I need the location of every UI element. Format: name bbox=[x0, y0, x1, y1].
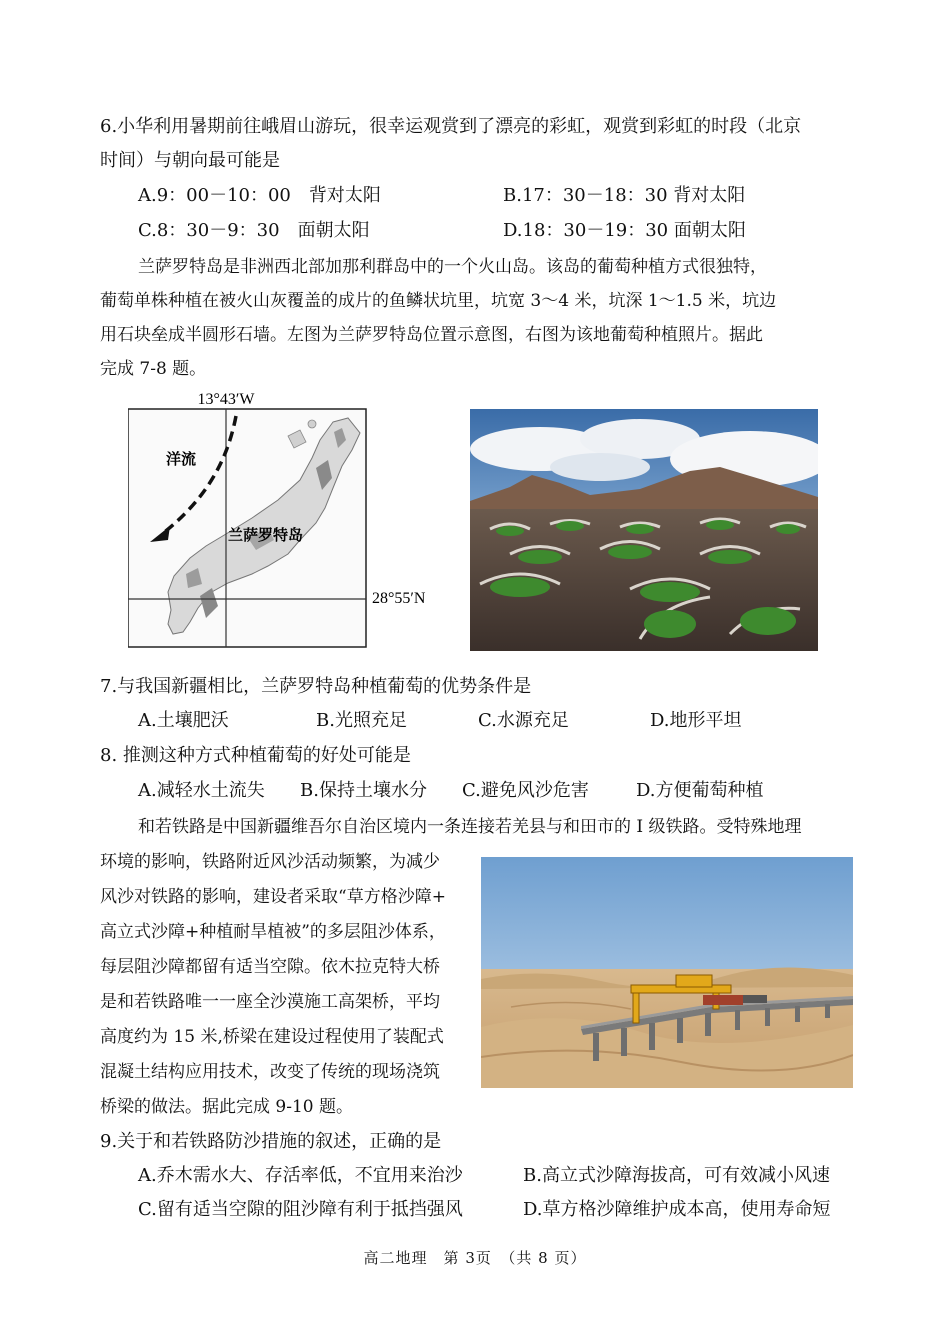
island-label: 兰萨罗特岛 bbox=[228, 526, 304, 544]
passage2-line4: 高立式沙障+种植耐旱植被”的多层阻沙体系， bbox=[100, 922, 446, 942]
q9-stem: 9.关于和若铁路防沙措施的叙述，正确的是 bbox=[100, 1131, 442, 1152]
q6-option-c: C.8：30－9：30 面朝太阳 bbox=[138, 220, 370, 241]
q6-option-b: B.17：30－18：30 背对太阳 bbox=[503, 185, 746, 206]
longitude-label: 13°43′W bbox=[197, 391, 255, 408]
passage1-line3: 用石块垒成半圆形石墙。左图为兰萨罗特岛位置示意图，右图为该地葡萄种植照片。据此 bbox=[100, 325, 763, 345]
passage1-line1: 兰萨罗特岛是非洲西北部加那利群岛中的一个火山岛。该岛的葡萄种植方式很独特， bbox=[138, 257, 767, 277]
q9-option-c: C.留有适当空隙的阻沙障有利于抵挡强风 bbox=[138, 1199, 463, 1220]
q8-option-a: A.减轻水土流失 bbox=[138, 780, 265, 801]
q8-option-b: B.保持土壤水分 bbox=[300, 780, 427, 801]
q7-option-d: D.地形平坦 bbox=[650, 710, 742, 731]
q8-stem: 8. 推测这种方式种植葡萄的好处可能是 bbox=[100, 745, 411, 766]
passage2-line8: 混凝土结构应用技术，改变了传统的现场浇筑 bbox=[100, 1062, 440, 1082]
passage1-line4: 完成 7-8 题。 bbox=[100, 359, 207, 379]
q6-option-d: D.18：30－19：30 面朝太阳 bbox=[503, 220, 746, 241]
passage1-line2: 葡萄单株种植在被火山灰覆盖的成片的鱼鳞状坑里，坑宽 3～4 米，坑深 1～1.5 米，坑边 bbox=[100, 291, 777, 311]
q6-stem-line1: 6.小华利用暑期前往峨眉山游玩，很幸运观赏到了漂亮的彩虹，观赏到彩虹的时段（北京 bbox=[100, 116, 802, 137]
q9-option-b: B.高立式沙障海拔高，可有效减小风速 bbox=[523, 1165, 830, 1186]
page-footer: 高二地理 第 3页 （共 8 页） bbox=[363, 1249, 587, 1267]
q6-option-a: A.9：00－10：00 背对太阳 bbox=[138, 185, 381, 206]
q9-option-d: D.草方格沙障维护成本高，使用寿命短 bbox=[523, 1199, 831, 1220]
q7-option-b: B.光照充足 bbox=[316, 710, 407, 731]
lanzarote-location-map bbox=[128, 388, 446, 650]
q8-option-c: C.避免风沙危害 bbox=[462, 780, 589, 801]
latitude-label: 28°55′N bbox=[372, 590, 426, 607]
vineyard-photo bbox=[470, 409, 818, 651]
q7-stem: 7.与我国新疆相比，兰萨罗特岛种植葡萄的优势条件是 bbox=[100, 676, 532, 697]
q6-stem-line2: 时间）与朝向最可能是 bbox=[100, 150, 280, 171]
current-label: 洋流 bbox=[166, 450, 197, 468]
passage2-line1: 和若铁路是中国新疆维吾尔自治区境内一条连接若羌县与和田市的 I 级铁路。受特殊地理 bbox=[138, 817, 802, 837]
q7-option-c: C.水源充足 bbox=[478, 710, 569, 731]
railway-bridge-photo bbox=[481, 857, 853, 1088]
passage2-line9: 桥梁的做法。据此完成 9-10 题。 bbox=[100, 1097, 353, 1117]
q7-option-a: A.土壤肥沃 bbox=[138, 710, 229, 731]
passage2-line2: 环境的影响，铁路附近风沙活动频繁，为减少 bbox=[100, 852, 440, 872]
q8-option-d: D.方便葡萄种植 bbox=[636, 780, 764, 801]
passage2-line6: 是和若铁路唯一一座全沙漠施工高架桥，平均 bbox=[100, 992, 440, 1012]
passage2-line7: 高度约为 15 米,桥梁在建设过程使用了装配式 bbox=[100, 1027, 444, 1047]
q9-option-a: A.乔木需水大、存活率低，不宜用来治沙 bbox=[138, 1165, 463, 1186]
passage2-line3: 风沙对铁路的影响，建设者采取“草方格沙障+ bbox=[100, 887, 446, 907]
passage2-line5: 每层阻沙障都留有适当空隙。依木拉克特大桥 bbox=[100, 957, 440, 977]
